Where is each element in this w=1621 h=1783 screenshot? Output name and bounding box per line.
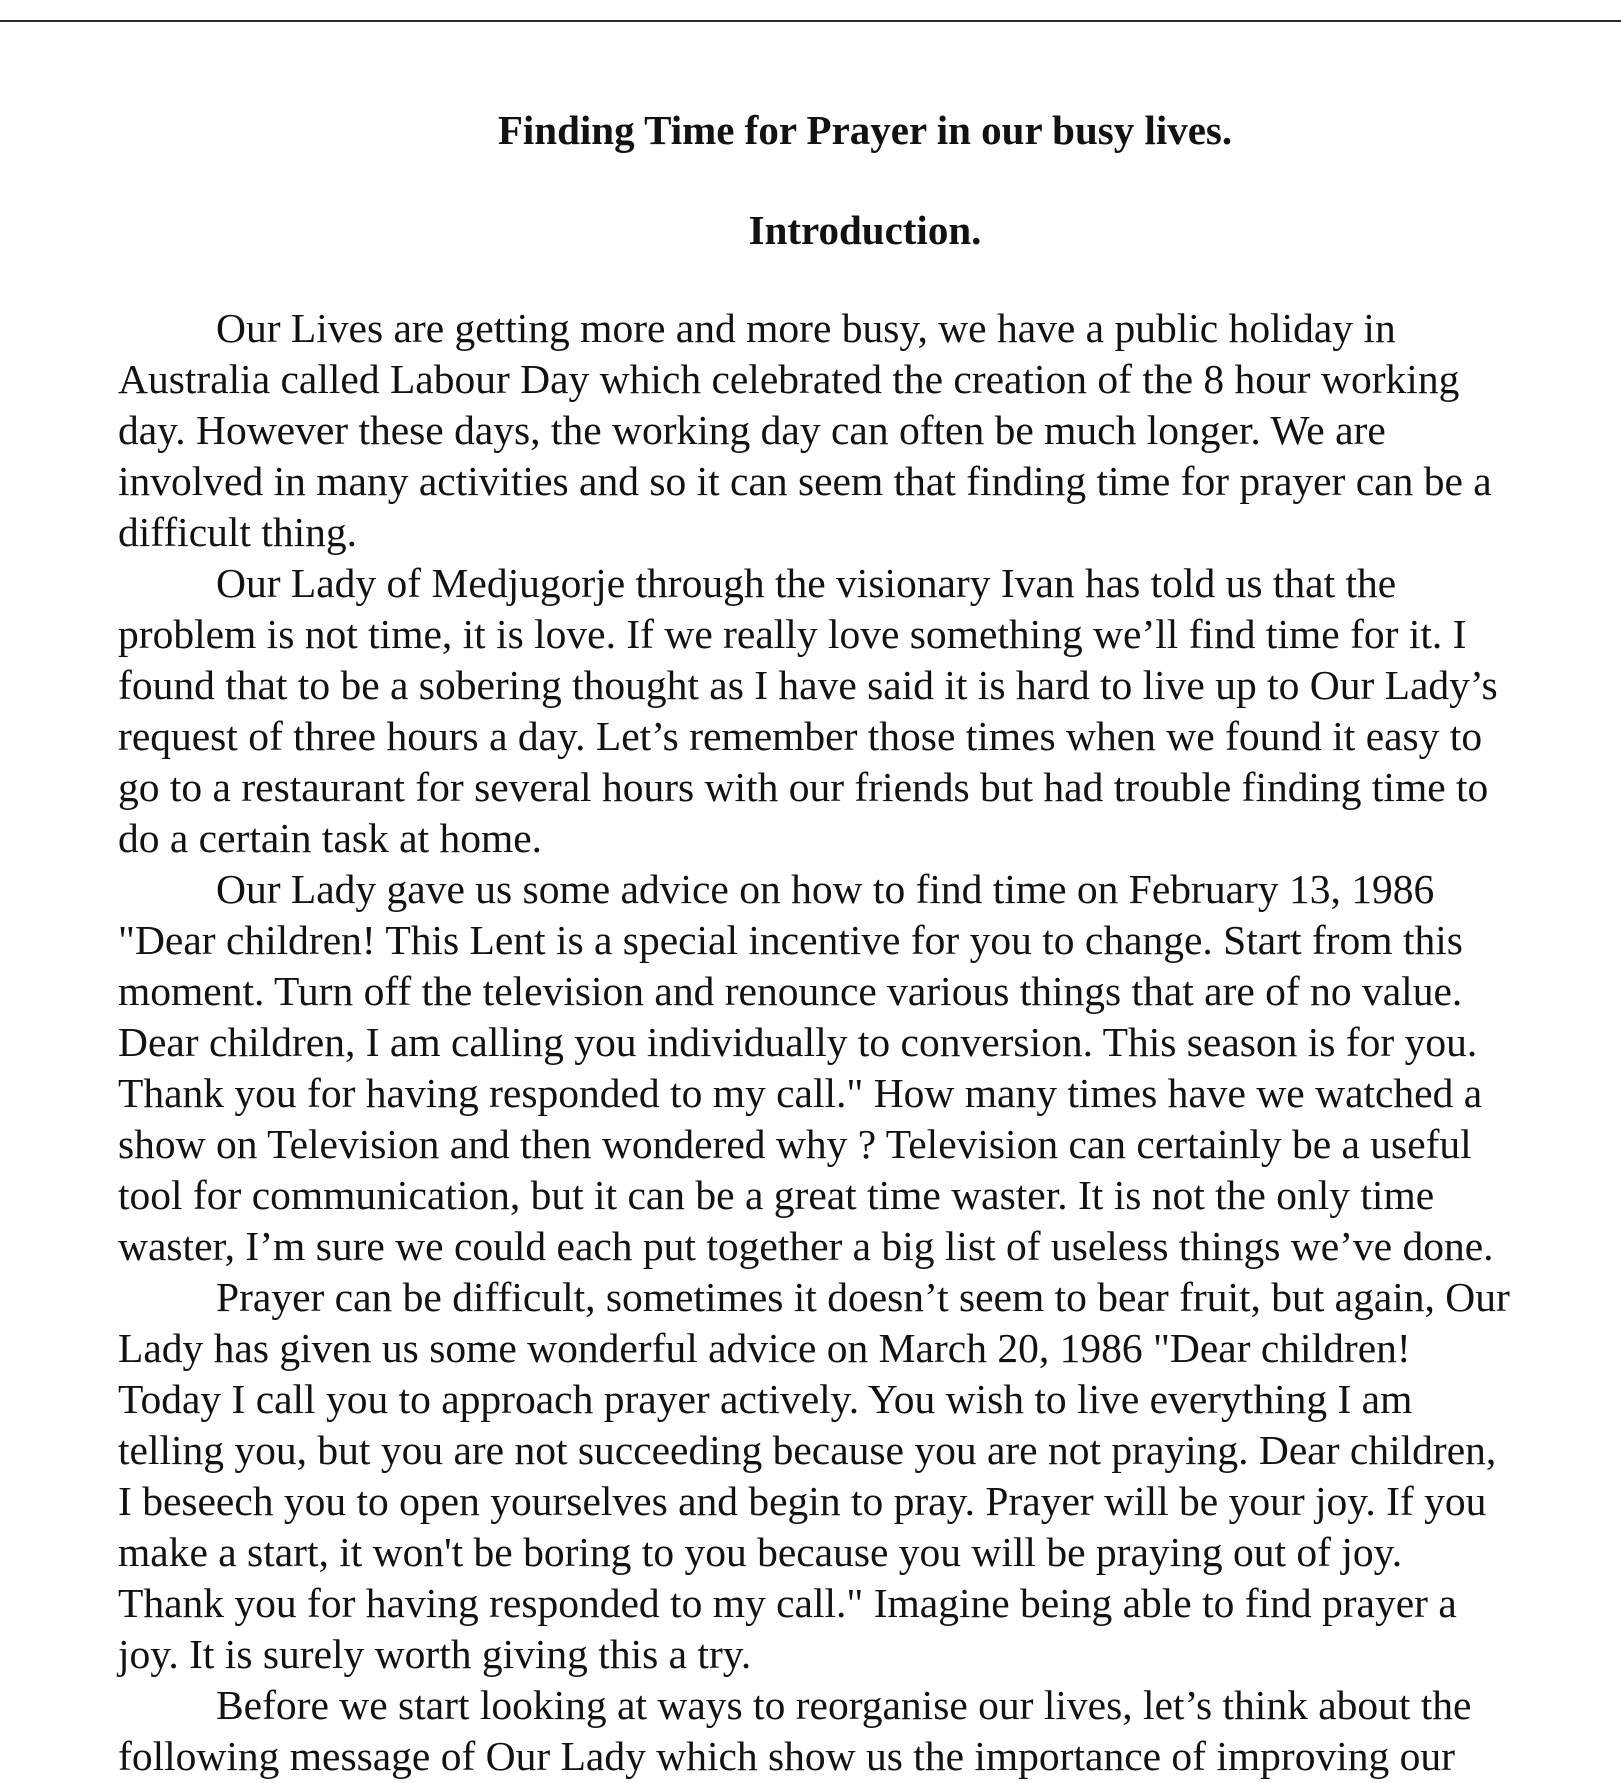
text-line: telling you, but you are not succeeding because you are not praying. Dear children, (118, 1427, 1497, 1473)
text-line: "Dear children! This Lent is a special incentive for you to change. Start from this (118, 917, 1463, 963)
text-line: Our Lives are getting more and more busy, we have a public holiday in (216, 305, 1396, 351)
text-line: request of three hours a day. Let’s remember those times when we found it easy to (118, 713, 1483, 759)
paragraph (118, 864, 1598, 1272)
text-line: moment. Turn off the television and renounce various things that are of no value. (118, 968, 1463, 1014)
text-line: day. However these days, the working day can often be much longer. We are (118, 407, 1386, 453)
text-line: Dear children, I am calling you individually to conversion. This season is for you. (118, 1019, 1478, 1065)
document-title: Finding Time for Prayer in our busy lives. (497, 107, 1233, 153)
text-line: do a certain task at home. (118, 815, 543, 861)
paragraph (118, 303, 1598, 558)
text-line: I beseech you to open yourselves and begin to pray. Prayer will be your joy. If you (118, 1478, 1487, 1524)
text-line: go to a restaurant for several hours with our friends but had trouble finding time to (118, 764, 1489, 810)
text-line: joy. It is surely worth giving this a try. (118, 1631, 752, 1677)
top-rule (0, 20, 1621, 22)
text-line: show on Television and then wondered why ? Television can certainly be a useful (118, 1121, 1472, 1167)
document-body (118, 303, 1598, 1782)
text-line: Thank you for having responded to my call." How many times have we watched a (118, 1070, 1483, 1116)
text-line: difficult thing. (118, 509, 357, 555)
text-line: involved in many activities and so it can seem that finding time for prayer can be a (118, 458, 1492, 504)
text-line: Prayer can be difficult, sometimes it doesn’t seem to bear fruit, but again, Our (216, 1274, 1510, 1320)
text-line: found that to be a sobering thought as I have said it is hard to live up to Our Lady’s (118, 662, 1498, 708)
text-line: Before we start looking at ways to reorganise our lives, let’s think about the (216, 1682, 1472, 1728)
document-page (118, 96, 1598, 1782)
text-line: Our Lady of Medjugorje through the visionary Ivan has told us that the (216, 560, 1397, 606)
text-line: Today I call you to approach prayer actively. You wish to live everything I am (118, 1376, 1413, 1422)
text-line: Our Lady gave us some advice on how to find time on February 13, 1986 (216, 866, 1435, 912)
text-line: make a start, it won't be boring to you because you will be praying out of joy. (118, 1529, 1403, 1575)
paragraph (118, 1680, 1598, 1782)
text-line: Lady has given us some wonderful advice on March 20, 1986 "Dear children! (118, 1325, 1411, 1371)
text-line: waster, I’m sure we could each put together a big list of useless things we’ve done. (118, 1223, 1494, 1269)
text-line: Australia called Labour Day which celebrated the creation of the 8 hour working (118, 356, 1460, 402)
text-line: following message of Our Lady which show us the importance of improving our (118, 1733, 1455, 1779)
text-line: tool for communication, but it can be a great time waster. It is not the only time (118, 1172, 1435, 1218)
paragraph (118, 1272, 1598, 1680)
text-line: problem is not time, it is love. If we really love something we’ll find time for it. I (118, 611, 1467, 657)
text-line: Thank you for having responded to my call." Imagine being able to find prayer a (118, 1580, 1457, 1626)
paragraph (118, 558, 1598, 864)
section-heading: Introduction. (748, 207, 982, 253)
